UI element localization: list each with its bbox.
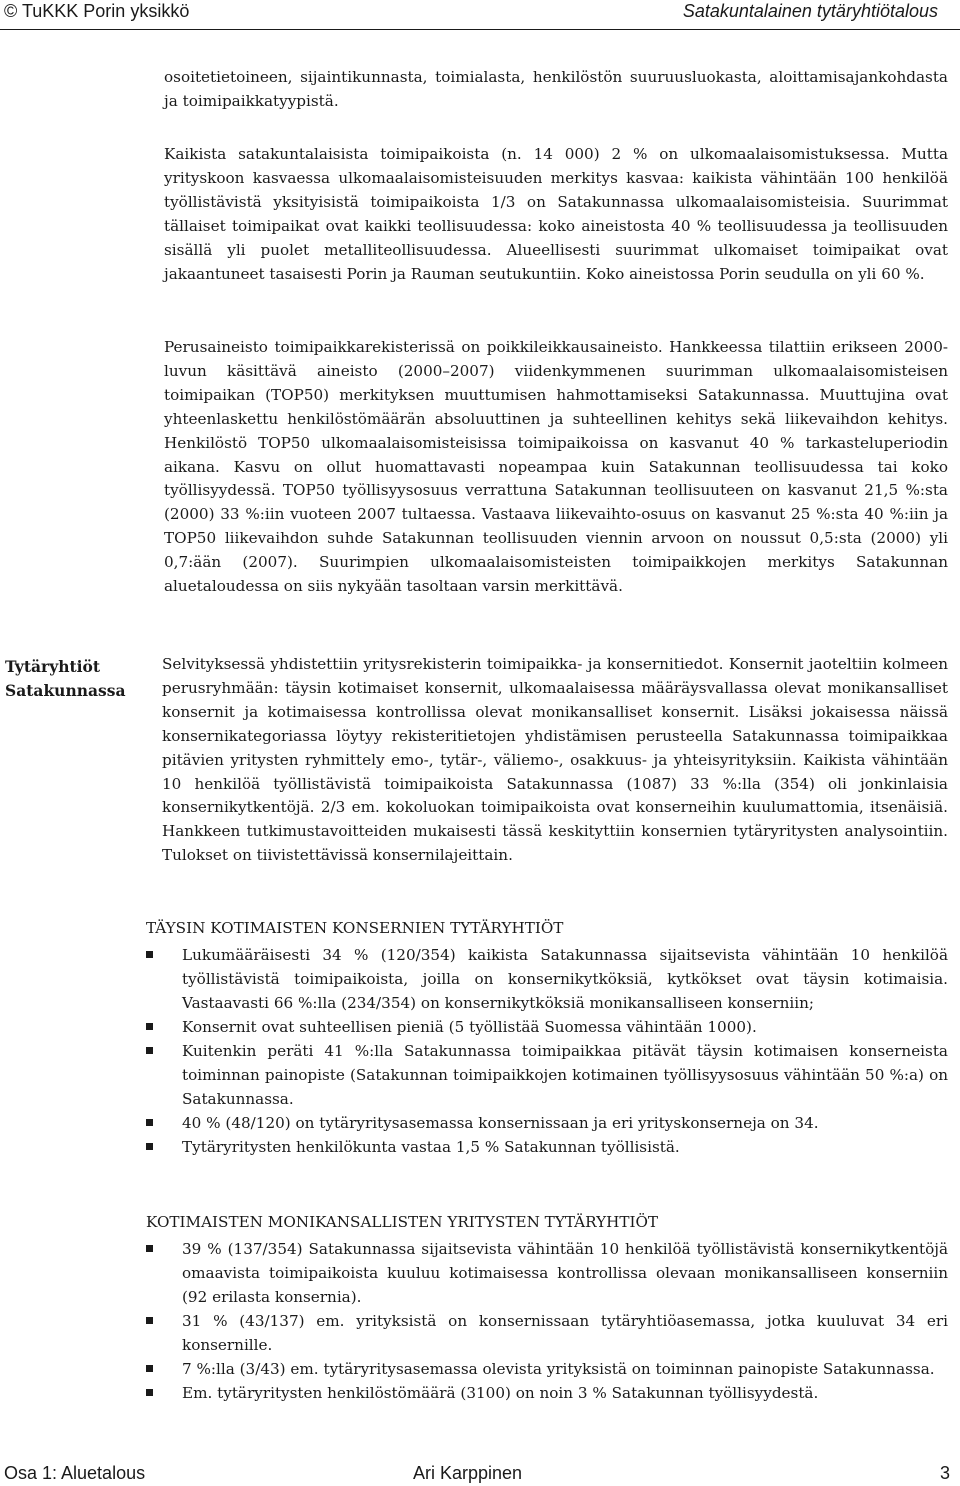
paragraph-4: Selvityksessä yhdistettiin yritysrekisterin toimipaikka- ja konsernitiedot. Konsernit jaoteltiin kolmeen perusryhmään: täysin kotimaiset konsernit, ulkomaalaisessa määräysvallassa olevat monikansalliset konsernit ja kotimaisessa kontrollissa olevat monikansalliset konsernit. Lisäksi jokaisessa näissä konsernikategoriassa löytyy rekisteritietojen yhdistämisen perusteella Satakunnassa toimipaikkaa pitävien yritysten ryhmittely emo-, tytär-, väliemo-, osakkuus- ja yhteisyrityksiin. Kaikista vähintään 10 henkilöä työllistävistä toimipaikoista Satakunnassa (1087) 33 %:lla (354) oli jonkinlaisia konsernikytkentöjä. 2/3 em. kokoluokan toimipaikoista ovat konserneihin kuulumattomia, itsenäisiä. Hankkeen tutkimustavoitteiden mukaisesti tässä keskityttiin konsernien tytäryritysten analysointiin. Tulokset on tiivistettävissä konsernilajeittain. [162, 655, 948, 865]
list-item-text: Em. tytäryritysten henkilöstömäärä (3100) on noin 3 % Satakunnan työllisyydestä. [182, 1384, 819, 1402]
bullet-square-icon [146, 1143, 153, 1150]
bullet-square-icon [146, 1317, 153, 1324]
section-2-heading: KOTIMAISTEN MONIKANSALLISTEN YRITYSTEN TYTÄRYHTIÖT [146, 1213, 659, 1231]
section-2-list [146, 1237, 948, 1405]
page-number: 3 [939, 1463, 950, 1483]
footer-author: Ari Karppinen [413, 1463, 523, 1483]
list-item [146, 1309, 948, 1357]
paragraph-2: Kaikista satakuntalaisista toimipaikoista (n. 14 000) 2 % on ulkomaalaisomistuksessa. Mutta yrityskoon kasvaessa ulkomaalaisomisteisuuden merkitys kasvaa: kaikista vähintään 100 henkilöä työllistävistä yksityisistä toimipaikoista 1/3 on Satakunnassa ulkomaalaisomisteisia. Suurimmat tällaiset toimipaikat ovat kaikki teollisuudessa: koko aineistosta 40 % teollisuudessa ja teollisuuden sisällä yli puolet metalliteollisuudessa. Alueellisesti suurimmat ulkomaiset toimipaikat ovat jakaantuneet tasaisesti Porin ja Rauman seutukuntiin. Koko aineistossa Porin seudulla on yli 60 %. [164, 145, 948, 283]
list-item [146, 1381, 948, 1405]
bullet-square-icon [146, 1389, 153, 1396]
list-item-text: Tytäryritysten henkilökunta vastaa 1,5 % Satakunnan työllisistä. [182, 1138, 680, 1156]
list-item-text: Konsernit ovat suhteellisen pieniä (5 työllistää Suomessa vähintään 1000). [182, 1018, 757, 1036]
margin-note-heading: Tytäryhtiöt Satakunnassa [5, 657, 126, 700]
bullet-square-icon [146, 1119, 153, 1126]
footer-left-text: Osa 1: Aluetalous [4, 1463, 146, 1483]
page-footer [0, 1462, 960, 1486]
paragraph-1: osoitetietoineen, sijaintikunnasta, toimialasta, henkilöstön suuruusluokasta, aloittamisajankohdasta ja toimipaikkatyypistä. [164, 68, 948, 110]
list-item [146, 1015, 948, 1039]
list-item [146, 1357, 948, 1381]
bullet-square-icon [146, 951, 153, 958]
list-item [146, 943, 948, 1015]
bullet-square-icon [146, 1023, 153, 1030]
list-item-text: Lukumääräisesti 34 % (120/354) kaikista Satakunnassa sijaitsevista vähintään 10 henkilöä työllistävistä toimipaikoista, joilla on konsernikytköksiä, kytkökset ovat täysin kotimaisia. Vastaavasti 66 %:lla (234/354) on konsernikytköksiä monikansalliseen konserniin; [182, 946, 948, 1012]
header-left-text: © TuKKK Porin yksikkö [4, 1, 190, 21]
section-1-list [146, 943, 948, 1159]
bullet-square-icon [146, 1365, 153, 1372]
header-right-text: Satakuntalainen tytäryhtiötalous [682, 1, 938, 21]
bullet-square-icon [146, 1047, 153, 1054]
list-item-text: 40 % (48/120) on tytäryritysasemassa konsernissaan ja eri yrityskonserneja on 34. [182, 1114, 819, 1132]
list-item [146, 1039, 948, 1111]
paragraph-3: Perusaineisto toimipaikkarekisterissä on poikkileikkausaineisto. Hankkeessa tilattiin erikseen 2000-luvun käsittävä aineisto (2000–2007) viidenkymmenen suurimman ulkomaalaisomisteisen toimipaikan (TOP50) merkityksen muuttumisen hahmottamiseksi Satakunnassa. Muuttujina ovat yhteenlaskettu henkilöstömäärän absoluuttinen ja suhteellinen kehitys sekä liikevaihdon kehitys. Henkilöstö TOP50 ulkomaalaisomisteisissa toimipaikoissa on kasvanut 40 % tarkasteluperiodin aikana. Kasvu on ollut huomattavasti nopeampaa kuin Satakunnan teollisuudessa tai koko työllisyydessä. TOP50 työllisyysosuus verrattuna Satakunnan teollisuuteen on kasvanut 21,5 %:sta (2000) 33 %:iin vuoteen 2007 tultaessa. Vastaava liikevaihto-osuus on kasvanut 25 %:sta 40 %:iin ja TOP50 liikevaihdon suhde Satakunnan teollisuuden viennin arvoon on noussut 0,5:sta (2000) yli 0,7:ään (2007). Suurimpien ulkomaalaisomisteisten toimipaikkojen merkitys Satakunnan aluetaloudessa on siis nykyään tasoltaan varsin merkittävä. [164, 338, 948, 596]
list-item-text: 31 % (43/137) em. yrityksistä on konsernissaan tytäryhtiöasemassa, jotka kuuluvat 34 eri konsernille. [182, 1312, 948, 1354]
list-item-text: Kuitenkin peräti 41 %:lla Satakunnassa toimipaikkaa pitävät täysin kotimaisen konserneista toiminnan painopiste (Satakunnan toimipaikkojen kotimainen työllisyysosuus vähintään 50 %:a) on Satakunnassa. [182, 1042, 948, 1108]
header-rule [0, 29, 960, 30]
list-item [146, 1111, 948, 1135]
section-1-heading: TÄYSIN KOTIMAISTEN KONSERNIEN TYTÄRYHTIÖT [146, 919, 564, 937]
list-item [146, 1135, 948, 1159]
list-item [146, 1237, 948, 1309]
list-item-text: 39 % (137/354) Satakunnassa sijaitsevista vähintään 10 henkilöä työllistävistä konsernikytkentöjä omaavista toimipaikoista kuuluu kotimaisessa kontrollissa olevaan monikansalliseen konserniin (92 erilasta konsernia). [182, 1240, 948, 1306]
list-item-text: 7 %:lla (3/43) em. tytäryritysasemassa olevista yrityksistä on toiminnan painopiste Satakunnassa. [182, 1360, 935, 1378]
bullet-square-icon [146, 1245, 153, 1252]
page-header [0, 0, 960, 30]
